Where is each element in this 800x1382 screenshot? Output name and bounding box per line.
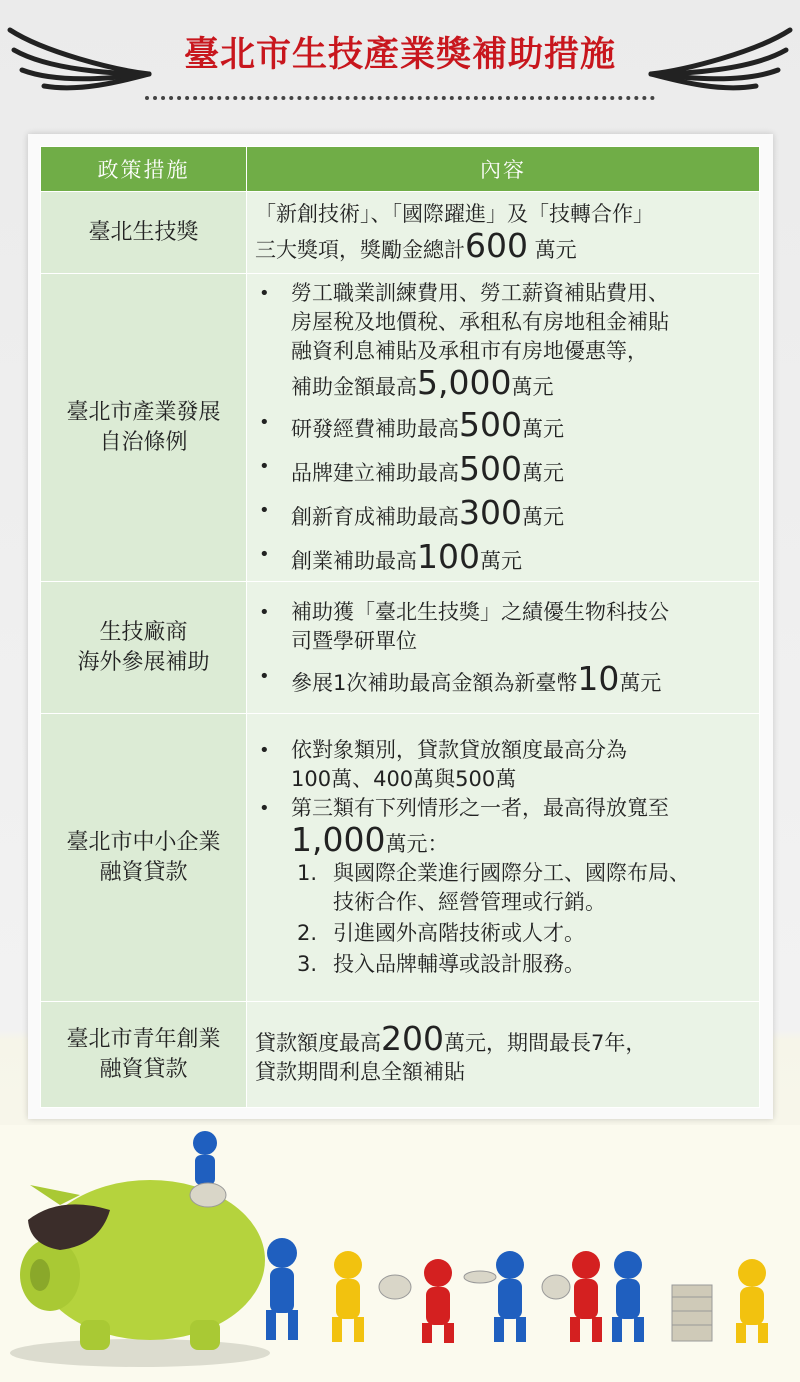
list-item: • 創新育成補助最高300萬元 — [291, 496, 759, 532]
coin-stack — [672, 1285, 712, 1341]
amount-value: 600 — [465, 226, 528, 265]
amount-value: 200 — [381, 1019, 444, 1058]
list-item: • 第三類有下列情形之一者，最高得放寬至 1,000萬元： — [291, 794, 759, 859]
policy-content — [247, 582, 760, 714]
policy-name: 臺北市中小企業 融資貸款 — [41, 714, 247, 1002]
amount-value: 5,000 — [417, 363, 512, 402]
wing-right-icon — [646, 12, 796, 92]
content-line: 三大獎項，獎勵金總計600 萬元 — [255, 226, 577, 265]
header — [0, 0, 800, 120]
policy-content — [247, 1002, 760, 1108]
page-title: 臺北市生技產業獎補助措施 — [183, 35, 616, 75]
policy-content — [247, 192, 760, 274]
bullet-list — [255, 736, 759, 859]
policy-name: 臺北生技獎 — [41, 192, 247, 274]
table-row — [41, 192, 760, 274]
bullet-list — [255, 598, 759, 698]
list-item: • 補助獲「臺北生技獎」之績優生物科技公 司暨學研單位 — [291, 598, 759, 656]
wing-left-icon — [4, 12, 154, 92]
policy-name: 臺北市產業發展 自治條例 — [41, 274, 247, 582]
table-row — [41, 582, 760, 714]
piggy-bank-illustration — [0, 1125, 800, 1382]
policy-name: 生技廠商 海外參展補助 — [41, 582, 247, 714]
amount-value: 500 — [459, 449, 522, 488]
list-item: • 品牌建立補助最高500萬元 — [291, 452, 759, 488]
content-line: 貸款期間利息全額補貼 — [255, 1060, 465, 1084]
list-item: 2. 引進國外高階技術或人才。 — [297, 921, 585, 945]
table-row — [41, 274, 760, 582]
policy-content — [247, 714, 760, 1002]
policy-name: 臺北市青年創業 融資貸款 — [41, 1002, 247, 1108]
title-divider — [145, 96, 655, 100]
amount-value: 1,000 — [291, 820, 386, 859]
table-row — [41, 1002, 760, 1108]
list-item: 1. 與國際企業進行國際分工、國際布局、 技術合作、經營管理或行銷。 — [297, 861, 690, 914]
column-header-content: 內容 — [247, 147, 760, 192]
amount-value: 300 — [459, 493, 522, 532]
amount-value: 100 — [417, 537, 480, 576]
list-item: • 依對象類別，貸款貸放額度最高分為 100萬、400萬與500萬 — [291, 736, 759, 794]
policy-table — [40, 146, 760, 1108]
table-row — [41, 714, 760, 1002]
list-item: • 勞工職業訓練費用、勞工薪資補貼費用、 房屋稅及地價稅、承租私有房地租金補貼 融資利息補貼及承租市有房地優惠等， 補助金額最高5,000萬元 — [291, 279, 759, 402]
list-item: 3. 投入品牌輔導或設計服務。 — [297, 952, 585, 976]
list-item: • 參展1次補助最高金額為新臺幣10萬元 — [291, 662, 759, 698]
list-item: • 創業補助最高100萬元 — [291, 540, 759, 576]
bullet-list — [255, 279, 759, 576]
content-line: 貸款額度最高200萬元，期間最長7年， — [255, 1019, 647, 1058]
table-header-row — [41, 147, 760, 192]
policy-content — [247, 274, 760, 582]
list-item: • 研發經費補助最高500萬元 — [291, 408, 759, 444]
column-header-policy: 政策措施 — [41, 147, 247, 192]
amount-value: 500 — [459, 405, 522, 444]
piggy-bank-shadow — [10, 1339, 270, 1367]
amount-value: 10 — [577, 658, 620, 698]
numbered-list — [255, 859, 759, 979]
content-line: 「新創技術」、「國際躍進」及「技轉合作」 — [255, 202, 654, 226]
